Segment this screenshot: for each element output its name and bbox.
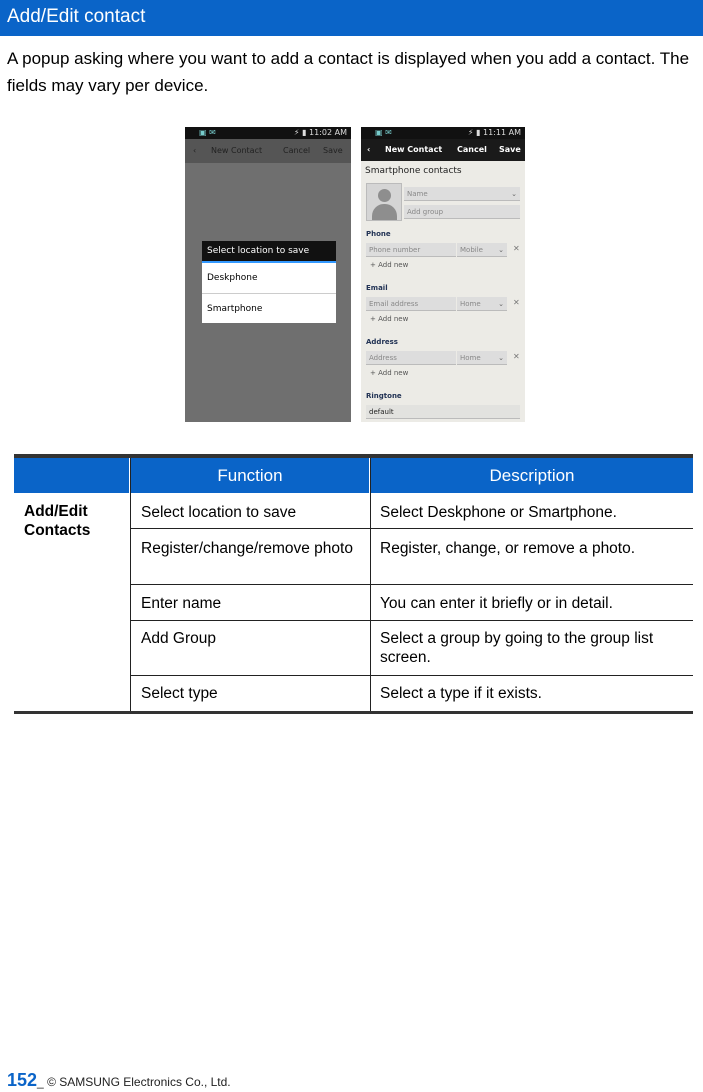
chevron-down-icon[interactable]: ⌄ — [511, 190, 517, 198]
phone-label: Phone — [366, 230, 391, 238]
save-button[interactable]: Save — [499, 145, 521, 154]
save-button[interactable]: Save — [323, 146, 343, 155]
action-bar-title: New Contact — [211, 146, 263, 155]
header-description: Description — [371, 458, 693, 493]
group-placeholder: Add group — [407, 208, 444, 216]
action-bar — [185, 139, 351, 163]
screenshot-contact-form — [361, 127, 525, 422]
add-new-label: Add new — [378, 315, 409, 323]
chevron-down-icon: ⌄ — [498, 300, 504, 308]
cancel-button[interactable]: Cancel — [457, 145, 487, 154]
back-icon[interactable]: ‹ — [367, 145, 371, 154]
remove-icon[interactable]: ✕ — [513, 244, 520, 253]
add-new-address[interactable]: + Add new — [370, 369, 409, 377]
status-bar — [361, 127, 525, 139]
address-field[interactable] — [366, 351, 456, 365]
group-label: Add/Edit Contacts — [24, 503, 91, 539]
table-row-description: You can enter it briefly or in detail. — [380, 595, 613, 612]
table-row-function: Select location to save — [141, 504, 297, 521]
dialog-title: Select location to save — [202, 241, 336, 263]
address-type-value: Home — [460, 354, 481, 362]
table-row-description: Select a group by going to the group list screen. — [380, 630, 654, 666]
address-placeholder: Address — [369, 354, 397, 362]
ringtone-value: default — [369, 408, 394, 416]
remove-icon[interactable]: ✕ — [513, 298, 520, 307]
name-placeholder: Name — [407, 190, 428, 198]
section-title: Add/Edit contact — [7, 6, 146, 27]
option-deskphone[interactable]: Deskphone — [202, 263, 336, 294]
status-time: 11:02 AM — [309, 128, 347, 137]
notification-icons: ▣ ✉ — [375, 128, 392, 137]
footer-separator: _ — [37, 1075, 44, 1089]
remove-icon[interactable]: ✕ — [513, 352, 520, 361]
action-bar-title: New Contact — [385, 145, 443, 154]
email-type-value: Home — [460, 300, 481, 308]
action-bar — [361, 139, 525, 161]
phone-number-field[interactable] — [366, 243, 456, 257]
ringtone-field[interactable] — [366, 405, 520, 419]
phone-type-select[interactable] — [457, 243, 507, 257]
row-divider — [130, 675, 693, 676]
intro-paragraph: A popup asking where you want to add a contact is displayed when you add a contact. The fields may vary per device. — [7, 49, 690, 95]
table-row-function: Enter name — [141, 595, 222, 612]
row-divider — [130, 584, 693, 585]
table-bottom-rule — [14, 711, 693, 714]
table-row-function: Add Group — [141, 630, 216, 647]
email-address-field[interactable] — [366, 297, 456, 311]
ringtone-label: Ringtone — [366, 392, 402, 400]
contact-photo-icon[interactable] — [366, 183, 402, 221]
table-row-description: Select Deskphone or Smartphone. — [380, 504, 617, 521]
status-time: 11:11 AM — [483, 128, 521, 137]
table-row-description: Register, change, or remove a photo. — [380, 540, 636, 557]
section-title: Smartphone contacts — [365, 166, 462, 176]
header-function: Function — [131, 458, 369, 493]
column-divider — [130, 458, 131, 712]
page-footer — [7, 1070, 231, 1091]
email-label: Email — [366, 284, 388, 292]
select-location-dialog — [202, 241, 336, 323]
status-bar — [185, 127, 351, 139]
address-label: Address — [366, 338, 398, 346]
back-icon[interactable]: ‹ — [193, 146, 197, 155]
notification-icons: ▣ ✉ — [199, 128, 216, 137]
header-cell-blank — [14, 458, 129, 493]
chevron-down-icon: ⌄ — [498, 246, 504, 254]
copyright: © SAMSUNG Electronics Co., Ltd. — [47, 1075, 231, 1089]
row-divider — [130, 528, 693, 529]
add-new-label: Add new — [378, 261, 409, 269]
address-type-select[interactable] — [457, 351, 507, 365]
phone-type-value: Mobile — [460, 246, 483, 254]
phone-placeholder: Phone number — [369, 246, 421, 254]
add-new-label: Add new — [378, 369, 409, 377]
column-divider — [370, 458, 371, 712]
table-row-function: Select type — [141, 685, 218, 702]
status-icons: ⚡ ▮ — [293, 128, 310, 137]
email-placeholder: Email address — [369, 300, 419, 308]
option-smartphone[interactable]: Smartphone — [207, 304, 263, 314]
cancel-button[interactable]: Cancel — [283, 146, 311, 155]
page-number: 152 — [7, 1070, 38, 1090]
name-field[interactable] — [404, 187, 520, 201]
add-new-email[interactable]: + Add new — [370, 315, 409, 323]
table-row-function: Register/change/remove photo — [141, 540, 353, 557]
row-divider — [130, 620, 693, 621]
screenshot-location-popup — [185, 127, 351, 422]
status-icons: ⚡ ▮ — [467, 128, 484, 137]
add-new-phone[interactable]: + Add new — [370, 261, 409, 269]
section-header — [0, 0, 703, 36]
email-type-select[interactable] — [457, 297, 507, 311]
table-row-description: Select a type if it exists. — [380, 685, 542, 702]
chevron-down-icon: ⌄ — [498, 354, 504, 362]
add-group-field[interactable] — [404, 205, 520, 219]
